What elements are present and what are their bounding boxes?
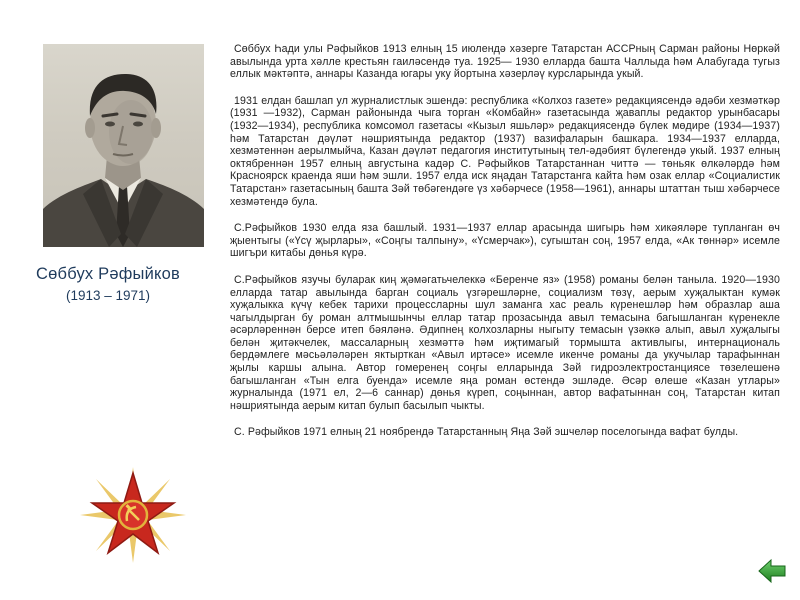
bio-paragraph-3: С.Рәфыйков 1930 елда яза башлый. 1931—1937 еллар арасында шигырь һәм хикәяләре тупланган өч җыентыгы («Үсү җырлары», «Соңгы талпыну», «Үсмерчак»), сугыштан соң, 1957 елда, «Ак төннәр» исемле шигъри китабы дөнья күрә.: [230, 222, 780, 260]
back-arrow-icon[interactable]: [757, 558, 787, 584]
bio-paragraph-4: С.Рәфыйков язучы буларак киң җәмәгатьчелеккә «Беренче яз» (1958) романы белән таныла. 1920—1930 елларда татар авылында барган социаль үзгәрешләрне, социализм төзү, аерым хуҗалыктан кумәк хуҗалыкка күчү кебек тарихи процессларны шул заманга хас реаль күренешләр һәм образлар аша чагылдырган бу роман алтмышынчы еллар татар прозасында авыл темасына багышланган күренекле әсәрләреннән берсе итеп бәяләнә. Әдипнең колхозларны ныгыту темасын үзәккә алып, авыл хуҗалыгы белән җитәкчелек, массаларның хезмәттә һәм иҗтимагый тормышта активлыгы, интернациональ бердәмлеге мәсьәләләрен яктырткан «Авыл иртәсе» исемле икенче романы да укучылар тарафыннан җылы каршы алына. Автор гомеренең соңгы елларында Зәй гидроэлектростанциясе төзелешенә багышланган «Тын елга буенда» исемле яңа роман өстендә эшләде. Әсәр өлеше «Казан утлары» журналында (1971 ел, 2—6 саннар) дөнья күреп, соңыннан, автор вафатыннан соң, Татарстан китап нәшриятында аерым китап булып басылып чыкты.: [230, 273, 780, 412]
bio-paragraph-1: Сөббух Һади улы Рәфыйков 1913 елның 15 июлендә хәзерге Татарстан АССРның Сарман районы Нөркәй авылында урта хәлле крестьян гаиләсендә туа. 1925— 1930 елларда башта Чаллыда һәм Алабугада тугыз еллык мәктәптә, аннары Казанда югары уку йортына хәзерләү курсларында укый.: [230, 43, 780, 81]
order-star-icon: [78, 465, 188, 565]
bio-paragraph-5: С. Рәфыйков 1971 елның 21 ноябрендә Татарстанның Яңа Зәй эшчеләр поселогында вафат булды.: [234, 426, 739, 439]
bio-paragraph-2: 1931 елдан башлап ул журналистлык эшендә: республика «Колхоз газете» редакциясендә әдәби хезмәткәр (1931 —1932), Сарман районында чыга торган «Комбайн» газетасында җаваплы редактор урынбасары (1932—1934), республика комсомол газетасы «Кызыл яшьләр» редакциясендә бүлек мөдире (1934—1937) һәм Татарстан дәүләт нәшриятында редактор (1937) вазифаларын башкара. 1934—1937 елларда, хезмәтеннән аерылмыйча, Казан дәүләт педагогия институтының тел-әдәбият бүлегендә укый. 1937 елның октябреннән 1957 елның августына кадәр С. Рәфыйков Татарстаннан читтә — төньяк өлкәләрдә һәм Красноярск краенда яши һәм эшли. 1957 елда иск яңадан Татарстанга кайта һәм озак еллар «Социалистик Татарстан» газетасының башта Зәй төбәгендәге үз хәбәрчесе (1958—1961), аннары штаттан тыш хәбәрчесе хезмәтендә була.: [230, 94, 780, 208]
person-name: Сөббух Рәфыйков: [36, 265, 180, 283]
person-years: (1913 – 1971): [65, 288, 151, 303]
biography-text: [230, 43, 780, 453]
portrait-figure: [43, 44, 204, 247]
portrait-photo: [43, 44, 204, 247]
